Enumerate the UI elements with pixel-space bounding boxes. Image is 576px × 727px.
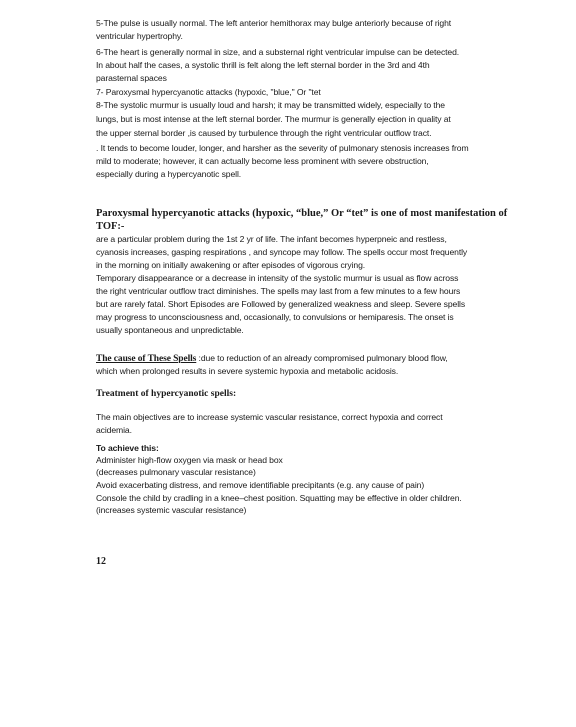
text-line: ventricular hypertrophy. xyxy=(96,31,183,41)
section-heading: TOF:- xyxy=(96,221,125,232)
text-line: 6-The heart is generally normal in size, and a substernal right ventricular impulse can be detected. xyxy=(96,47,460,57)
text-line: Avoid exacerbating distress, and remove identifiable precipitants (e.g. any cause of pain) xyxy=(96,480,425,490)
cause-line xyxy=(96,353,448,365)
text-line: 5-The pulse is usually normal. The left anterior hemithorax may bulge anteriorly because of right xyxy=(96,18,452,28)
text-line: are a particular problem during the 1st 2 yr of life. The infant becomes hyperpneic and restless, xyxy=(96,234,447,244)
section-heading: Treatment of hypercyanotic spells: xyxy=(96,389,237,399)
text-line: which when prolonged results in severe systemic hypoxia and metabolic acidosis. xyxy=(96,366,399,376)
text-line: in the morning on initially awakening or after episodes of vigorous crying. xyxy=(96,260,366,270)
text-line: the right ventricular outflow tract diminishes. The spells may last from a few minutes to a few hours xyxy=(96,286,461,296)
text-line: 7- Paroxysmal hypercyanotic attacks (hypoxic, "blue," Or "tet xyxy=(96,87,321,97)
text-line: (decreases pulmonary vascular resistance) xyxy=(96,467,256,477)
text-line: usually spontaneous and unpredictable. xyxy=(96,325,244,335)
text-line: acidemia. xyxy=(96,425,132,435)
text-line: lungs, but is most intense at the left sternal border. The murmur is generally ejection in quality at xyxy=(96,114,451,124)
subheading: To achieve this: xyxy=(96,443,159,453)
page-number: 12 xyxy=(96,556,106,567)
text-line: may progress to unconsciousness and, occasionally, to convulsions or hemiparesis. The onset is xyxy=(96,312,454,322)
text-line: (increases systemic vascular resistance) xyxy=(96,505,247,515)
text-line: the upper sternal border ,is caused by turbulence through the right ventricular outflow tract. xyxy=(96,128,432,138)
text-line: Administer high-flow oxygen via mask or head box xyxy=(96,455,283,465)
cause-label: The cause of These Spells xyxy=(96,354,197,364)
text-line: especially during a hypercyanotic spell. xyxy=(96,169,242,179)
text-line: mild to moderate; however, it can actually become less prominent with severe obstruction, xyxy=(96,156,429,166)
text-line: cyanosis increases, gasping respirations , and syncope may follow. The spells occur most frequently xyxy=(96,247,468,257)
cause-text: :due to reduction of an already compromised pulmonary blood flow, xyxy=(196,353,448,363)
section-heading: Paroxysmal hypercyanotic attacks (hypoxic, “blue,” Or “tet” is one of most manifestation of xyxy=(96,208,508,219)
text-line: Console the child by cradling in a knee–chest position. Squatting may be effective in older children. xyxy=(96,493,462,503)
text-line: Temporary disappearance or a decrease in intensity of the systolic murmur is usual as flow across xyxy=(96,273,459,283)
text-line: 8-The systolic murmur is usually loud and harsh; it may be transmitted widely, especially to the xyxy=(96,100,445,110)
text-line: parasternal spaces xyxy=(96,73,167,83)
text-line: . It tends to become louder, longer, and harsher as the severity of pulmonary stenosis increases from xyxy=(96,143,469,153)
text-line: but are rarely fatal. Short Episodes are Followed by generalized weakness and sleep. Severe spells xyxy=(96,299,466,309)
text-line: The main objectives are to increase systemic vascular resistance, correct hypoxia and correct xyxy=(96,412,443,422)
text-line: In about half the cases, a systolic thrill is felt along the left sternal border in the 3rd and 4th xyxy=(96,60,430,70)
